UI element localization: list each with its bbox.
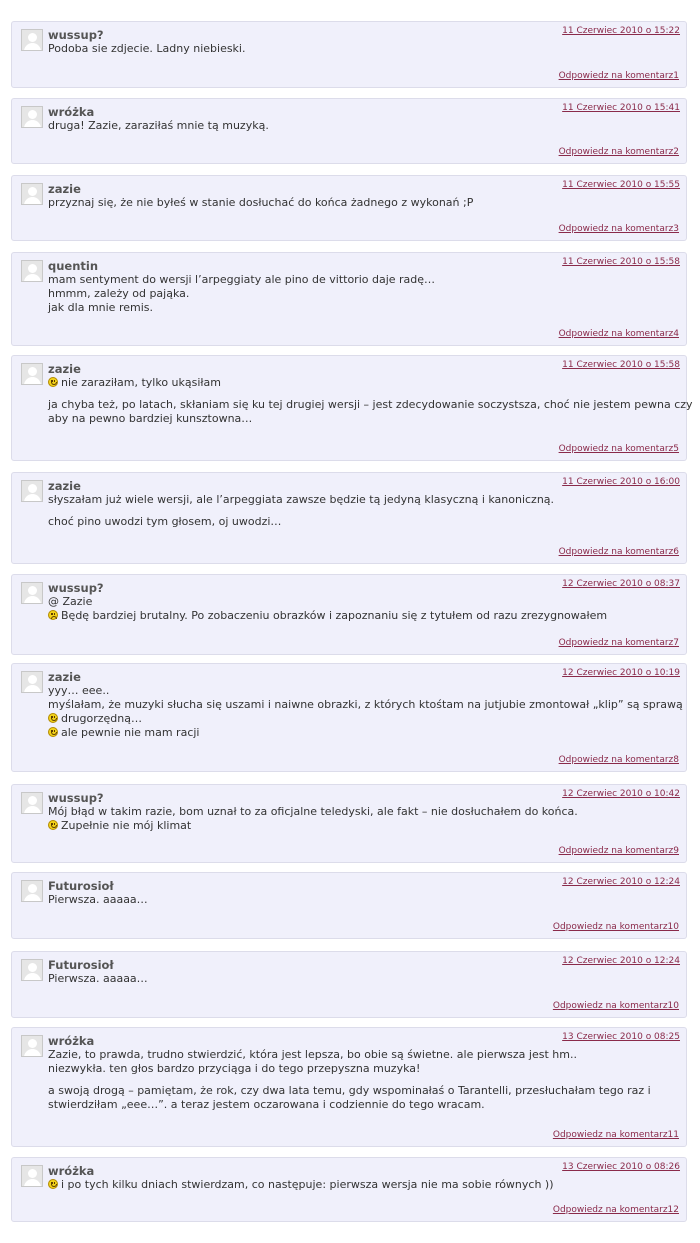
comment-author: zazie <box>48 479 81 493</box>
avatar <box>21 363 43 385</box>
avatar-body <box>24 494 41 502</box>
comment-date-link[interactable]: 12 Czerwiec 2010 o 12:24 <box>562 877 680 887</box>
comment <box>11 21 687 88</box>
reply-link[interactable]: Odpowiedz na komentarz2 <box>558 147 679 157</box>
avatar <box>21 260 43 282</box>
avatar-body <box>24 197 41 205</box>
comment-body <box>48 684 683 740</box>
avatar <box>21 480 43 502</box>
comment-text: choć pino uwodzi tym głosem, oj uwodzi… <box>48 515 282 528</box>
avatar-head <box>28 1169 37 1178</box>
comment-text: przyznaj się, że nie byłeś w stanie dosłuchać do końca żadnego z wykonań ;P <box>48 196 474 209</box>
comment-body <box>48 119 680 133</box>
comment-author: wróżka <box>48 105 95 119</box>
avatar <box>21 1165 43 1187</box>
smiley-icon <box>48 377 58 387</box>
comment-line <box>48 1178 680 1192</box>
comment-body <box>48 805 680 833</box>
comment <box>11 175 687 241</box>
comment-body <box>48 42 680 56</box>
comment-text: @ Zazie <box>48 595 93 608</box>
comment-line <box>48 726 680 740</box>
comment-text: hmmm, zależy od pająka. <box>48 287 190 300</box>
comment <box>11 355 693 461</box>
comment-body <box>48 1178 680 1192</box>
reply-link[interactable]: Odpowiedz na komentarz11 <box>552 1130 679 1140</box>
avatar-head <box>28 963 37 972</box>
comment-text: a swoją drogą – pamiętam, że rok, czy dwa lata temu, gdy wspominałaś o Tarantelli, przesłuchałam tego raz i <box>48 1084 651 1097</box>
avatar-head <box>28 586 37 595</box>
comment-date-link[interactable]: 12 Czerwiec 2010 o 12:24 <box>562 956 680 966</box>
comment-text: słyszałam już wiele wersji, ale l’arpeggiata zawsze będzie tą jedyną klasyczną i kanoniczną. <box>48 493 555 506</box>
comment <box>11 872 687 939</box>
smiley-mouth <box>51 382 57 385</box>
comment-line <box>48 595 680 609</box>
avatar-body <box>24 120 41 128</box>
avatar <box>21 959 43 981</box>
comment-line <box>48 972 680 986</box>
comment-line <box>48 42 680 56</box>
comment-text: i po tych kilku dniach stwierdzam, co następuje: pierwsza wersja nie ma sobie równych )) <box>61 1178 554 1191</box>
comment-body <box>48 196 680 210</box>
comment-text: ale pewnie nie mam racji <box>61 726 200 739</box>
avatar-head <box>28 187 37 196</box>
smiley-mouth <box>51 718 57 721</box>
comment-body <box>48 376 693 426</box>
comment-text: Zupełnie nie mój klimat <box>61 819 192 832</box>
comment <box>11 252 687 346</box>
comment-text: stwierdziłam „eee…”. a teraz jestem oczarowana i codziennie do tego wracam. <box>48 1098 485 1111</box>
avatar-body <box>24 274 41 282</box>
comment-text: Podoba sie zdjecie. Ladny niebieski. <box>48 42 246 55</box>
avatar-body <box>24 43 41 51</box>
comment-author: wróżka <box>48 1034 95 1048</box>
comment-text: aby na pewno bardziej kunsztowna… <box>48 412 253 425</box>
comment-text: drugorzędną… <box>61 712 142 725</box>
comment-date-link[interactable]: 11 Czerwiec 2010 o 16:00 <box>562 477 680 487</box>
comment-line <box>48 698 683 712</box>
avatar-head <box>28 1039 37 1048</box>
avatar <box>21 1035 43 1057</box>
comment-body <box>48 273 680 315</box>
comment-date-link[interactable]: 12 Czerwiec 2010 o 08:37 <box>562 579 680 589</box>
reply-link[interactable]: Odpowiedz na komentarz3 <box>558 224 679 234</box>
avatar-head <box>28 675 37 684</box>
comment-line <box>48 376 680 390</box>
comment <box>11 1027 687 1147</box>
comment-author: zazie <box>48 182 81 196</box>
comment-line <box>48 805 680 819</box>
comment-author: zazie <box>48 362 81 376</box>
comment-line <box>48 273 680 287</box>
reply-link[interactable]: Odpowiedz na komentarz10 <box>552 922 679 932</box>
comment-line <box>48 609 680 623</box>
comment-text: druga! Zazie, zaraziłaś mnie tą muzyką. <box>48 119 269 132</box>
comment-date-link[interactable]: 12 Czerwiec 2010 o 10:19 <box>562 668 680 678</box>
comment-text: yyy… eee.. <box>48 684 110 697</box>
sad-smiley-icon <box>48 610 58 620</box>
comment-author: Futurosioł <box>48 879 114 893</box>
avatar-head <box>28 884 37 893</box>
comment-line <box>48 1048 680 1062</box>
reply-link[interactable]: Odpowiedz na komentarz12 <box>552 1205 679 1215</box>
comment-text: niezwykła. ten głos bardzo przyciąga i do tego przepyszna muzyka! <box>48 1062 421 1075</box>
smiley-mouth <box>51 616 57 619</box>
comment-date-link[interactable]: 11 Czerwiec 2010 o 15:41 <box>562 103 680 113</box>
avatar <box>21 106 43 128</box>
smiley-mouth <box>51 732 57 735</box>
comment-line <box>48 515 680 529</box>
smiley-mouth <box>51 825 57 828</box>
comment-line <box>48 301 680 315</box>
comment-text: jak dla mnie remis. <box>48 301 153 314</box>
comment-date-link[interactable]: 11 Czerwiec 2010 o 15:58 <box>562 360 680 370</box>
comment-date-link[interactable]: 11 Czerwiec 2010 o 15:22 <box>562 26 680 36</box>
comment-author: wussup? <box>48 28 104 42</box>
comment-body <box>48 1048 680 1112</box>
avatar-body <box>24 685 41 693</box>
avatar-head <box>28 484 37 493</box>
comment-author: zazie <box>48 670 81 684</box>
avatar <box>21 29 43 51</box>
comment-text: Mój błąd w takim razie, bom uznał to za oficjalne teledyski, ale fakt – nie dosłuchałem do końca. <box>48 805 578 818</box>
smiley-icon <box>48 820 58 830</box>
comment-line <box>48 712 680 726</box>
avatar <box>21 183 43 205</box>
comment-line <box>48 893 680 907</box>
comment-line <box>48 119 680 133</box>
comment-body <box>48 595 680 623</box>
comment-line <box>48 1062 680 1076</box>
comment-line <box>48 412 680 426</box>
avatar-head <box>28 796 37 805</box>
comment-author: wussup? <box>48 581 104 595</box>
comment <box>11 98 687 164</box>
comment-line <box>48 493 680 507</box>
comment-line <box>48 196 680 210</box>
smiley-icon <box>48 713 58 723</box>
avatar-body <box>24 1179 41 1187</box>
comment <box>11 574 687 655</box>
comment-line <box>48 287 680 301</box>
comment-body <box>48 893 680 907</box>
avatar-body <box>24 1049 41 1057</box>
avatar <box>21 671 43 693</box>
smiley-icon <box>48 727 58 737</box>
avatar <box>21 792 43 814</box>
comment-line <box>48 1098 680 1112</box>
avatar-head <box>28 264 37 273</box>
avatar-body <box>24 377 41 385</box>
comment-text: Pierwsza. aaaaa… <box>48 893 148 906</box>
reply-link[interactable]: Odpowiedz na komentarz1 <box>558 71 679 81</box>
comment-body <box>48 493 680 529</box>
reply-link[interactable]: Odpowiedz na komentarz7 <box>558 638 679 648</box>
avatar-head <box>28 33 37 42</box>
comment-body <box>48 972 680 986</box>
comment-author: Futurosioł <box>48 958 114 972</box>
comment-line <box>48 398 693 412</box>
avatar-body <box>24 894 41 902</box>
comment-line <box>48 819 680 833</box>
reply-link[interactable]: Odpowiedz na komentarz9 <box>558 846 679 856</box>
avatar-head <box>28 110 37 119</box>
reply-link[interactable]: Odpowiedz na komentarz4 <box>558 329 679 339</box>
comment <box>11 1157 687 1222</box>
reply-link[interactable]: Odpowiedz na komentarz10 <box>552 1001 679 1011</box>
comment-text: Pierwsza. aaaaa… <box>48 972 148 985</box>
comment-line <box>48 1084 680 1098</box>
comment-date-link[interactable]: 12 Czerwiec 2010 o 10:42 <box>562 789 680 799</box>
comment-line <box>48 684 680 698</box>
comment-text: myślałam, że muzyki słucha się uszami i naiwne obrazki, z których ktośtam na jutjubie zmontował „klip” są sprawą <box>48 698 683 711</box>
comment-text: Zazie, to prawda, trudno stwierdzić, która jest lepsza, bo obie są świetne. ale pierwsza jest hm.. <box>48 1048 577 1061</box>
comment-author: quentin <box>48 259 99 273</box>
comment-date-link[interactable]: 13 Czerwiec 2010 o 08:26 <box>562 1162 680 1172</box>
comment-date-link[interactable]: 11 Czerwiec 2010 o 15:55 <box>562 180 680 190</box>
smiley-icon <box>48 1179 58 1189</box>
reply-link[interactable]: Odpowiedz na komentarz6 <box>558 547 679 557</box>
comment <box>11 784 687 863</box>
smiley-mouth <box>51 1184 57 1187</box>
comment-author: wróżka <box>48 1164 95 1178</box>
avatar-body <box>24 806 41 814</box>
avatar-body <box>24 973 41 981</box>
avatar-head <box>28 367 37 376</box>
comment <box>11 472 687 564</box>
comment-date-link[interactable]: 11 Czerwiec 2010 o 15:58 <box>562 257 680 267</box>
comment-text: mam sentyment do wersji l’arpeggiaty ale pino de vittorio daje radę… <box>48 273 436 286</box>
comment-text: ja chyba też, po latach, skłaniam się ku tej drugiej wersji – jest zdecydowanie soczystsza, choć nie jestem pewna czy <box>48 398 693 411</box>
comment-text: Będę bardziej brutalny. Po zobaczeniu obrazków i zapoznaniu się z tytułem od razu zrezygnowałem <box>61 609 608 622</box>
avatar-body <box>24 596 41 604</box>
comment-date-link[interactable]: 13 Czerwiec 2010 o 08:25 <box>562 1032 680 1042</box>
comment <box>11 663 687 772</box>
reply-link[interactable]: Odpowiedz na komentarz8 <box>558 755 679 765</box>
reply-link[interactable]: Odpowiedz na komentarz5 <box>558 444 679 454</box>
comment-text: nie zaraziłam, tylko ukąsiłam <box>61 376 222 389</box>
comment-author: wussup? <box>48 791 104 805</box>
avatar <box>21 582 43 604</box>
avatar <box>21 880 43 902</box>
comment <box>11 951 687 1018</box>
